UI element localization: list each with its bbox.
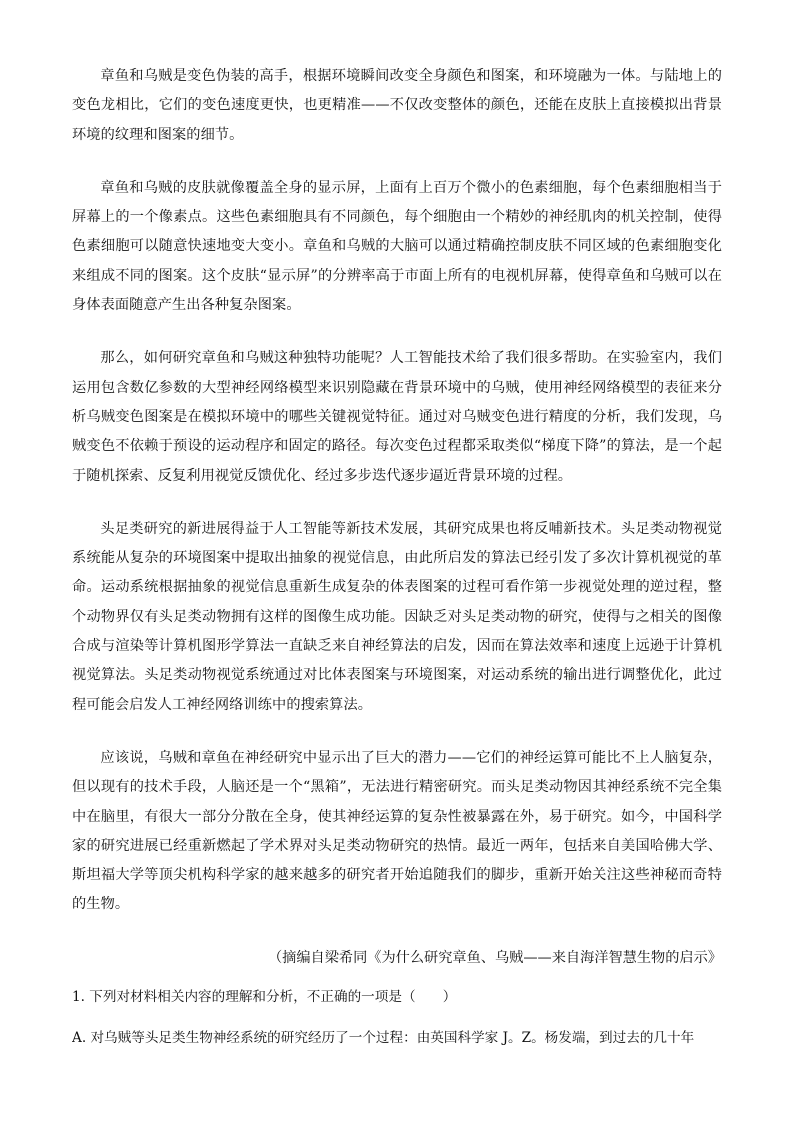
article-paragraph-2: 章鱼和乌贼的皮肤就像覆盖全身的显示屏，上面有上百万个微小的色素细胞，每个色素细胞相当于屏幕上的一个像素点。这些色素细胞具有不同颜色，每个细胞由一个精妙的神经肌肉的机关控制，使得色素细胞可以随意快速地变大变小。章鱼和乌贼的大脑可以通过精确控制皮肤不同区域的色素细胞变化来组成不同的图案。这个皮肤“显示屏”的分辨率高于市面上所有的电视机屏幕，使得章鱼和乌贼可以在身体表面随意产生出各种复杂图案。 (72, 179, 722, 314)
question-option-a: A. 对乌贼等头足类生物神经系统的研究经历了一个过程：由英国科学家 J。Z。杨发端，到过去的几十年 (72, 1030, 695, 1047)
document-page (72, 62, 722, 1053)
article-paragraph-5: 应该说，乌贼和章鱼在神经研究中显示出了巨大的潜力——它们的神经运算可能比不上人脑复杂，但以现有的技术手段，人脑还是一个“黑箱”，无法进行精密研究。而头足类动物因其神经系统不完全集中在脑里，有很大一部分分散在全身，使其神经运算的复杂性被暴露在外，易于研究。如今，中国科学家的研究进展已经重新燃起了学术界对头足类动物研究的热情。最近一两年，包括来自美国哈佛大学、斯坦福大学等顶尖机构科学家的越来越多的研究者开始追随我们的脚步，重新开始关注这些神秘而奇特的生物。 (72, 749, 722, 913)
article-paragraph-4: 头足类研究的新进展得益于人工智能等新技术发展，其研究成果也将反哺新技术。头足类动物视觉系统能从复杂的环境图案中提取出抽象的视觉信息，由此所启发的算法已经引发了多次计算机视觉的革命。运动系统根据抽象的视觉信息重新生成复杂的体表图案的过程可看作第一步视觉处理的逆过程，整个动物界仅有头足类动物拥有这样的图像生成功能。因缺乏对头足类动物的研究，使得与之相关的图像合成与渲染等计算机图形学算法一直缺乏来自神经算法的启发，因而在算法效率和速度上远逊于计算机视觉算法。头足类动物视觉系统通过对比体表图案与环境图案，对运动系统的输出进行调整优化，此过程可能会启发人工神经网络训练中的搜索算法。 (72, 520, 722, 713)
question-stem: 1. 下列对材料相关内容的理解和分析，不正确的一项是（ ） (72, 989, 457, 1006)
article-paragraph-3: 那么，如何研究章鱼和乌贼这种独特功能呢？人工智能技术给了我们很多帮助。在实验室内，我们运用包含数亿参数的大型神经网络模型来识别隐藏在背景环境中的乌贼，使用神经网络模型的表征来分析乌贼变色图案是在模拟环境中的哪些关键视觉特征。通过对乌贼变色进行精度的分析，我们发现，乌贼变色不依赖于预设的运动程序和固定的路径。每次变色过程都采取类似“梯度下降”的算法，是一个起于随机探索、反复利用视觉反馈优化、经过多步迭代逐步逼近背景环境的过程。 (72, 350, 722, 484)
article-source: （摘编自梁希同《为什么研究章鱼、乌贼——来自海洋智慧生物的启示》 (267, 949, 722, 966)
article-paragraph-1: 章鱼和乌贼是变色伪装的高手，根据环境瞬间改变全身颜色和图案，和环境融为一体。与陆地上的变色龙相比，它们的变色速度更快，也更精准——不仅改变整体的颜色，还能在皮肤上直接模拟出背景环境的纹理和图案的细节。 (72, 68, 722, 143)
